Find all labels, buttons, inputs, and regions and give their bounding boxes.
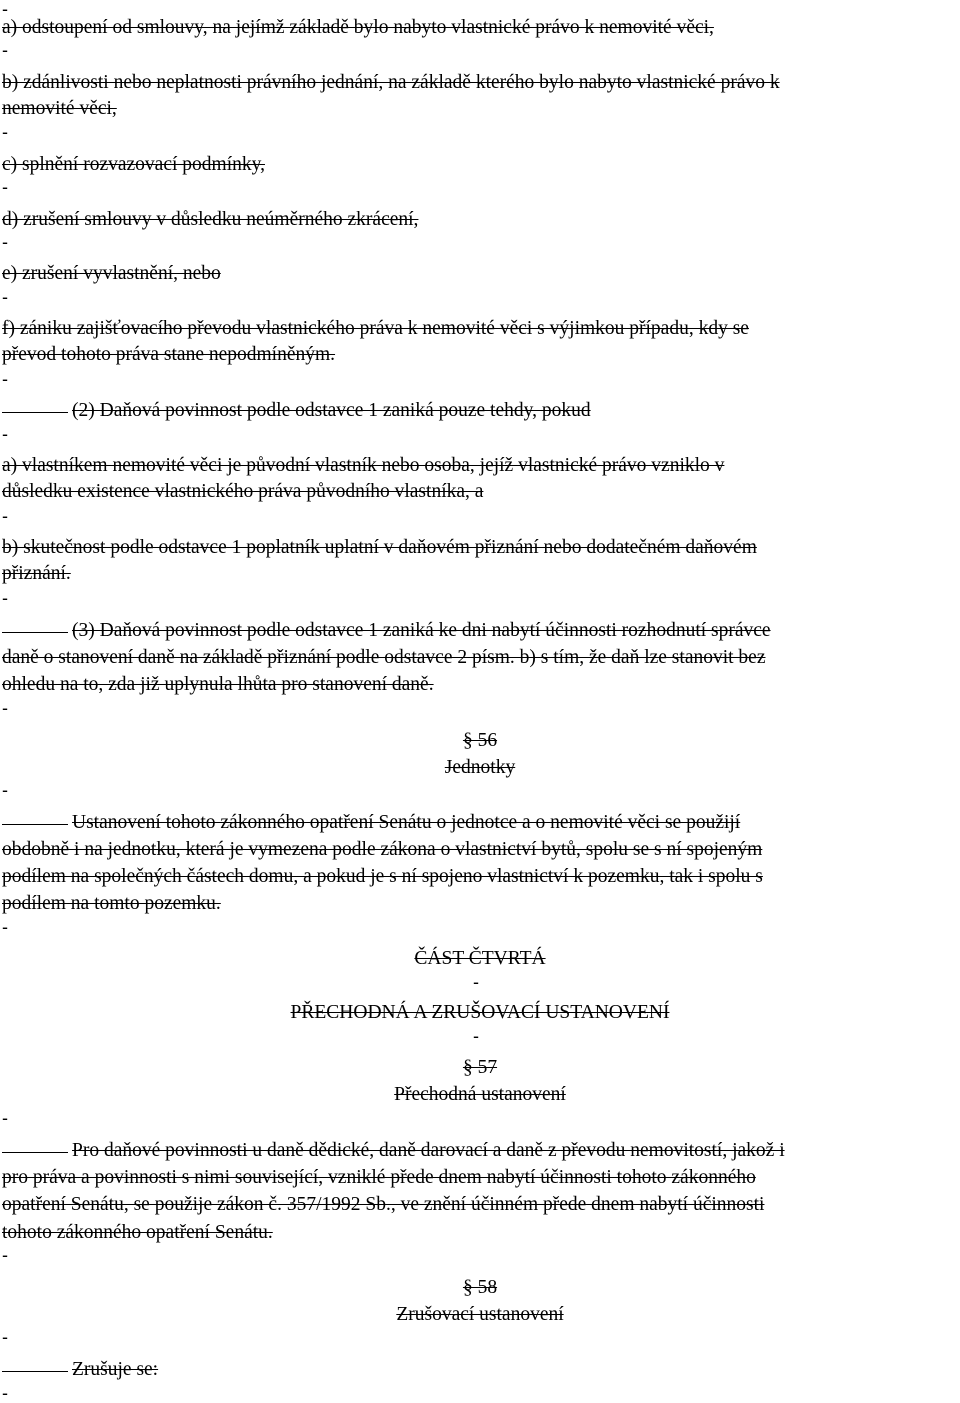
para-2-a-line-2: důsledku existence vlastnického práva původního vlastníka, a — [2, 481, 484, 502]
section-56-number: § 56 — [462, 730, 498, 751]
item-c: c) splnění rozvazovací podmínky, — [2, 154, 265, 175]
separator-dash: - — [2, 1108, 8, 1128]
separator-dash: - — [2, 424, 8, 444]
item-d: d) zrušení smlouvy v důsledku neúměrného zkrácení, — [2, 209, 419, 230]
separator-dash: - — [2, 698, 8, 718]
indent-line — [2, 824, 68, 825]
section-58-title: Zrušovací ustanovení — [396, 1304, 564, 1325]
para-3-line-3: ohledu na to, zda již uplynula lhůta pro stanovení daně. — [2, 674, 434, 695]
separator-dash: - — [473, 972, 479, 992]
indent-line — [2, 1371, 68, 1372]
section-57-line-1: Pro daňové povinnosti u daně dědické, daně darovací a daně z převodu nemovitostí, jakož i — [72, 1140, 785, 1161]
indent-line — [2, 632, 68, 633]
section-57-line-2: pro práva a povinnosti s nimi související, vzniklé přede dnem nabytí účinnosti tohoto zákonného — [2, 1167, 756, 1188]
separator-dash: - — [2, 1245, 8, 1265]
item-f-line-1: f) zániku zajišťovacího převodu vlastnického práva k nemovité věci s výjimkou případu, kdy se — [2, 318, 749, 339]
separator-dash: - — [2, 0, 8, 19]
item-e: e) zrušení vyvlastnění, nebo — [2, 263, 221, 284]
separator-dash: - — [2, 177, 8, 197]
section-56-line-1: Ustanovení tohoto zákonného opatření Senátu o jednotce a o nemovité věci se použijí — [72, 812, 741, 833]
separator-dash: - — [2, 369, 8, 389]
indent-line — [2, 412, 68, 413]
para-2-a-line-1: a) vlastníkem nemovité věci je původní vlastník nebo osoba, jejíž vlastnické právo vzniklo v — [2, 455, 725, 476]
section-56-line-2: obdobně i na jednotku, která je vymezena podle zákona o vlastnictví bytů, spolu se s ní spojeným — [2, 839, 763, 860]
indent-line — [2, 1152, 68, 1153]
para-2-intro: (2) Daňová povinnost podle odstavce 1 zaniká pouze tehdy, pokud — [72, 400, 591, 421]
para-2-b-line-1: b) skutečnost podle odstavce 1 poplatník uplatní v daňovém přiznání nebo dodatečném daňovém — [2, 537, 757, 558]
item-a: a) odstoupení od smlouvy, na jejímž základě bylo nabyto vlastnické právo k nemovité věci, — [2, 17, 714, 38]
para-2-b-line-2: přiznání. — [2, 563, 71, 584]
separator-dash: - — [473, 1026, 479, 1046]
section-56-title: Jednotky — [444, 757, 516, 778]
section-58-line-1: Zrušuje se: — [72, 1359, 159, 1380]
separator-dash: - — [2, 780, 8, 800]
separator-dash: - — [2, 122, 8, 142]
item-b-line-1: b) zdánlivosti nebo neplatnosti právního jednání, na základě kterého bylo nabyto vlastnické právo k — [2, 72, 780, 93]
para-3-line-2: daně o stanovení daně na základě přiznání podle odstavce 2 písm. b) s tím, že daň lze stanovit bez — [2, 647, 766, 668]
separator-dash: - — [2, 1327, 8, 1347]
section-57-line-4: tohoto zákonného opatření Senátu. — [2, 1222, 273, 1243]
section-57-number: § 57 — [462, 1057, 498, 1078]
section-56-line-4: podílem na tomto pozemku. — [2, 893, 221, 914]
separator-dash: - — [2, 287, 8, 307]
section-58-number: § 58 — [462, 1277, 498, 1298]
separator-dash: - — [2, 40, 8, 60]
section-56-line-3: podílem na společných částech domu, a pokud je s ní spojeno vlastnictví k pozemku, tak i spolu s — [2, 866, 763, 887]
part-4-heading: ČÁST ČTVRTÁ — [414, 948, 546, 969]
section-57-title: Přechodná ustanovení — [394, 1084, 566, 1105]
part-4-subheading: PŘECHODNÁ A ZRUŠOVACÍ USTANOVENÍ — [290, 1002, 670, 1023]
separator-dash: - — [2, 1383, 8, 1403]
item-f-line-2: převod tohoto práva stane nepodmíněným. — [2, 344, 336, 365]
separator-dash: - — [2, 506, 8, 526]
para-3-line-1: (3) Daňová povinnost podle odstavce 1 zaniká ke dni nabytí účinnosti rozhodnutí správce — [72, 620, 771, 641]
separator-dash: - — [2, 588, 8, 608]
item-b-line-2: nemovité věci, — [2, 98, 117, 119]
separator-dash: - — [2, 917, 8, 937]
section-57-line-3: opatření Senátu, se použije zákon č. 357/1992 Sb., ve znění účinném přede dnem nabytí účinnosti — [2, 1194, 765, 1215]
separator-dash: - — [2, 232, 8, 252]
